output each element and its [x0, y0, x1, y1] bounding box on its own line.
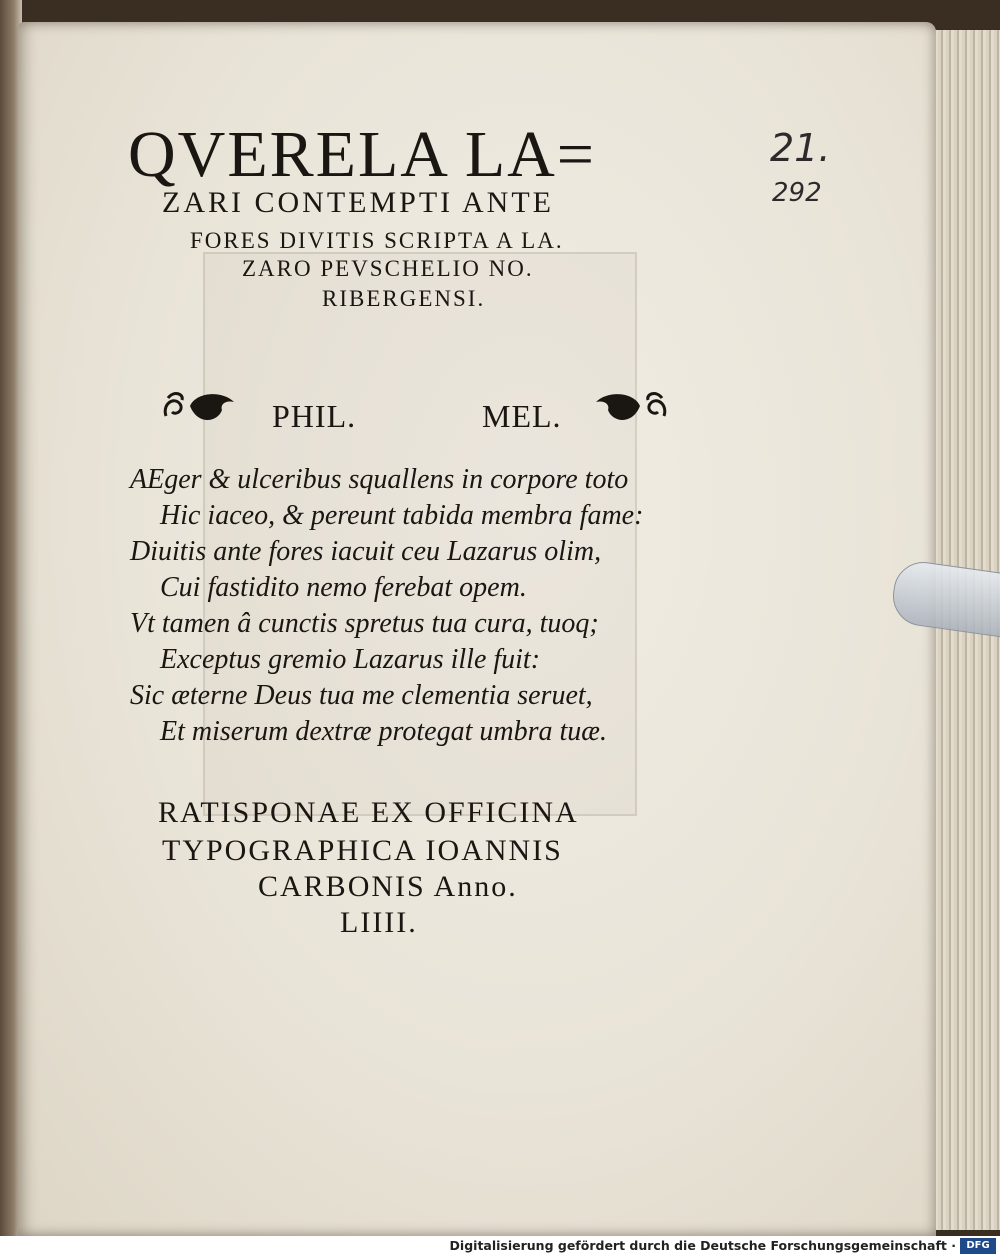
imprint-line-2: TYPOGRAPHICA IOANNIS — [162, 834, 563, 867]
verse-line-2: Hic iaceo, & pereunt tabida membra fame: — [160, 500, 644, 531]
title-line-4: ZARO PEVSCHELIO NO. — [242, 256, 534, 281]
dfg-logo: DFG — [960, 1238, 996, 1254]
fleuron-right-icon — [592, 386, 670, 432]
title-line-3: FORES DIVITIS SCRIPTA A LA. — [190, 228, 564, 253]
verse-line-7: Sic æterne Deus tua me clementia seruet, — [130, 680, 593, 711]
funding-credit: Digitalisierung gefördert durch die Deutsche Forschungsgemeinschaft · — [449, 1238, 956, 1253]
handwritten-number-2: 292 — [772, 178, 822, 208]
verse-line-5: Vt tamen â cunctis spretus tua cura, tuoq; — [130, 608, 599, 639]
verse-line-4: Cui fastidito nemo ferebat opem. — [160, 572, 527, 603]
title-line-5: RIBERGENSI. — [322, 286, 486, 311]
imprint-line-3: CARBONIS Anno. — [258, 870, 518, 903]
handwritten-number-1: 21. — [770, 126, 831, 170]
imprint-line-4: LIIII. — [340, 906, 418, 939]
imprint-line-1: RATISPONAE EX OFFICINA — [158, 796, 579, 829]
speaker-left: PHIL. — [272, 398, 357, 434]
verse-line-8: Et miserum dextræ protegat umbra tuæ. — [160, 716, 607, 747]
footer-bar — [0, 1236, 1000, 1257]
verse-line-6: Exceptus gremio Lazarus ille fuit: — [160, 644, 541, 675]
title-line-2: ZARI CONTEMPTI ANTE — [162, 186, 554, 219]
verse-line-1: AEger & ulceribus squallens in corpore toto — [130, 464, 629, 495]
fleuron-left-icon — [160, 386, 238, 432]
speaker-right: MEL. — [482, 398, 562, 434]
verse-line-3: Diuitis ante fores iacuit ceu Lazarus olim, — [130, 536, 602, 567]
title-line-1: QVERELA LA= — [128, 118, 597, 191]
